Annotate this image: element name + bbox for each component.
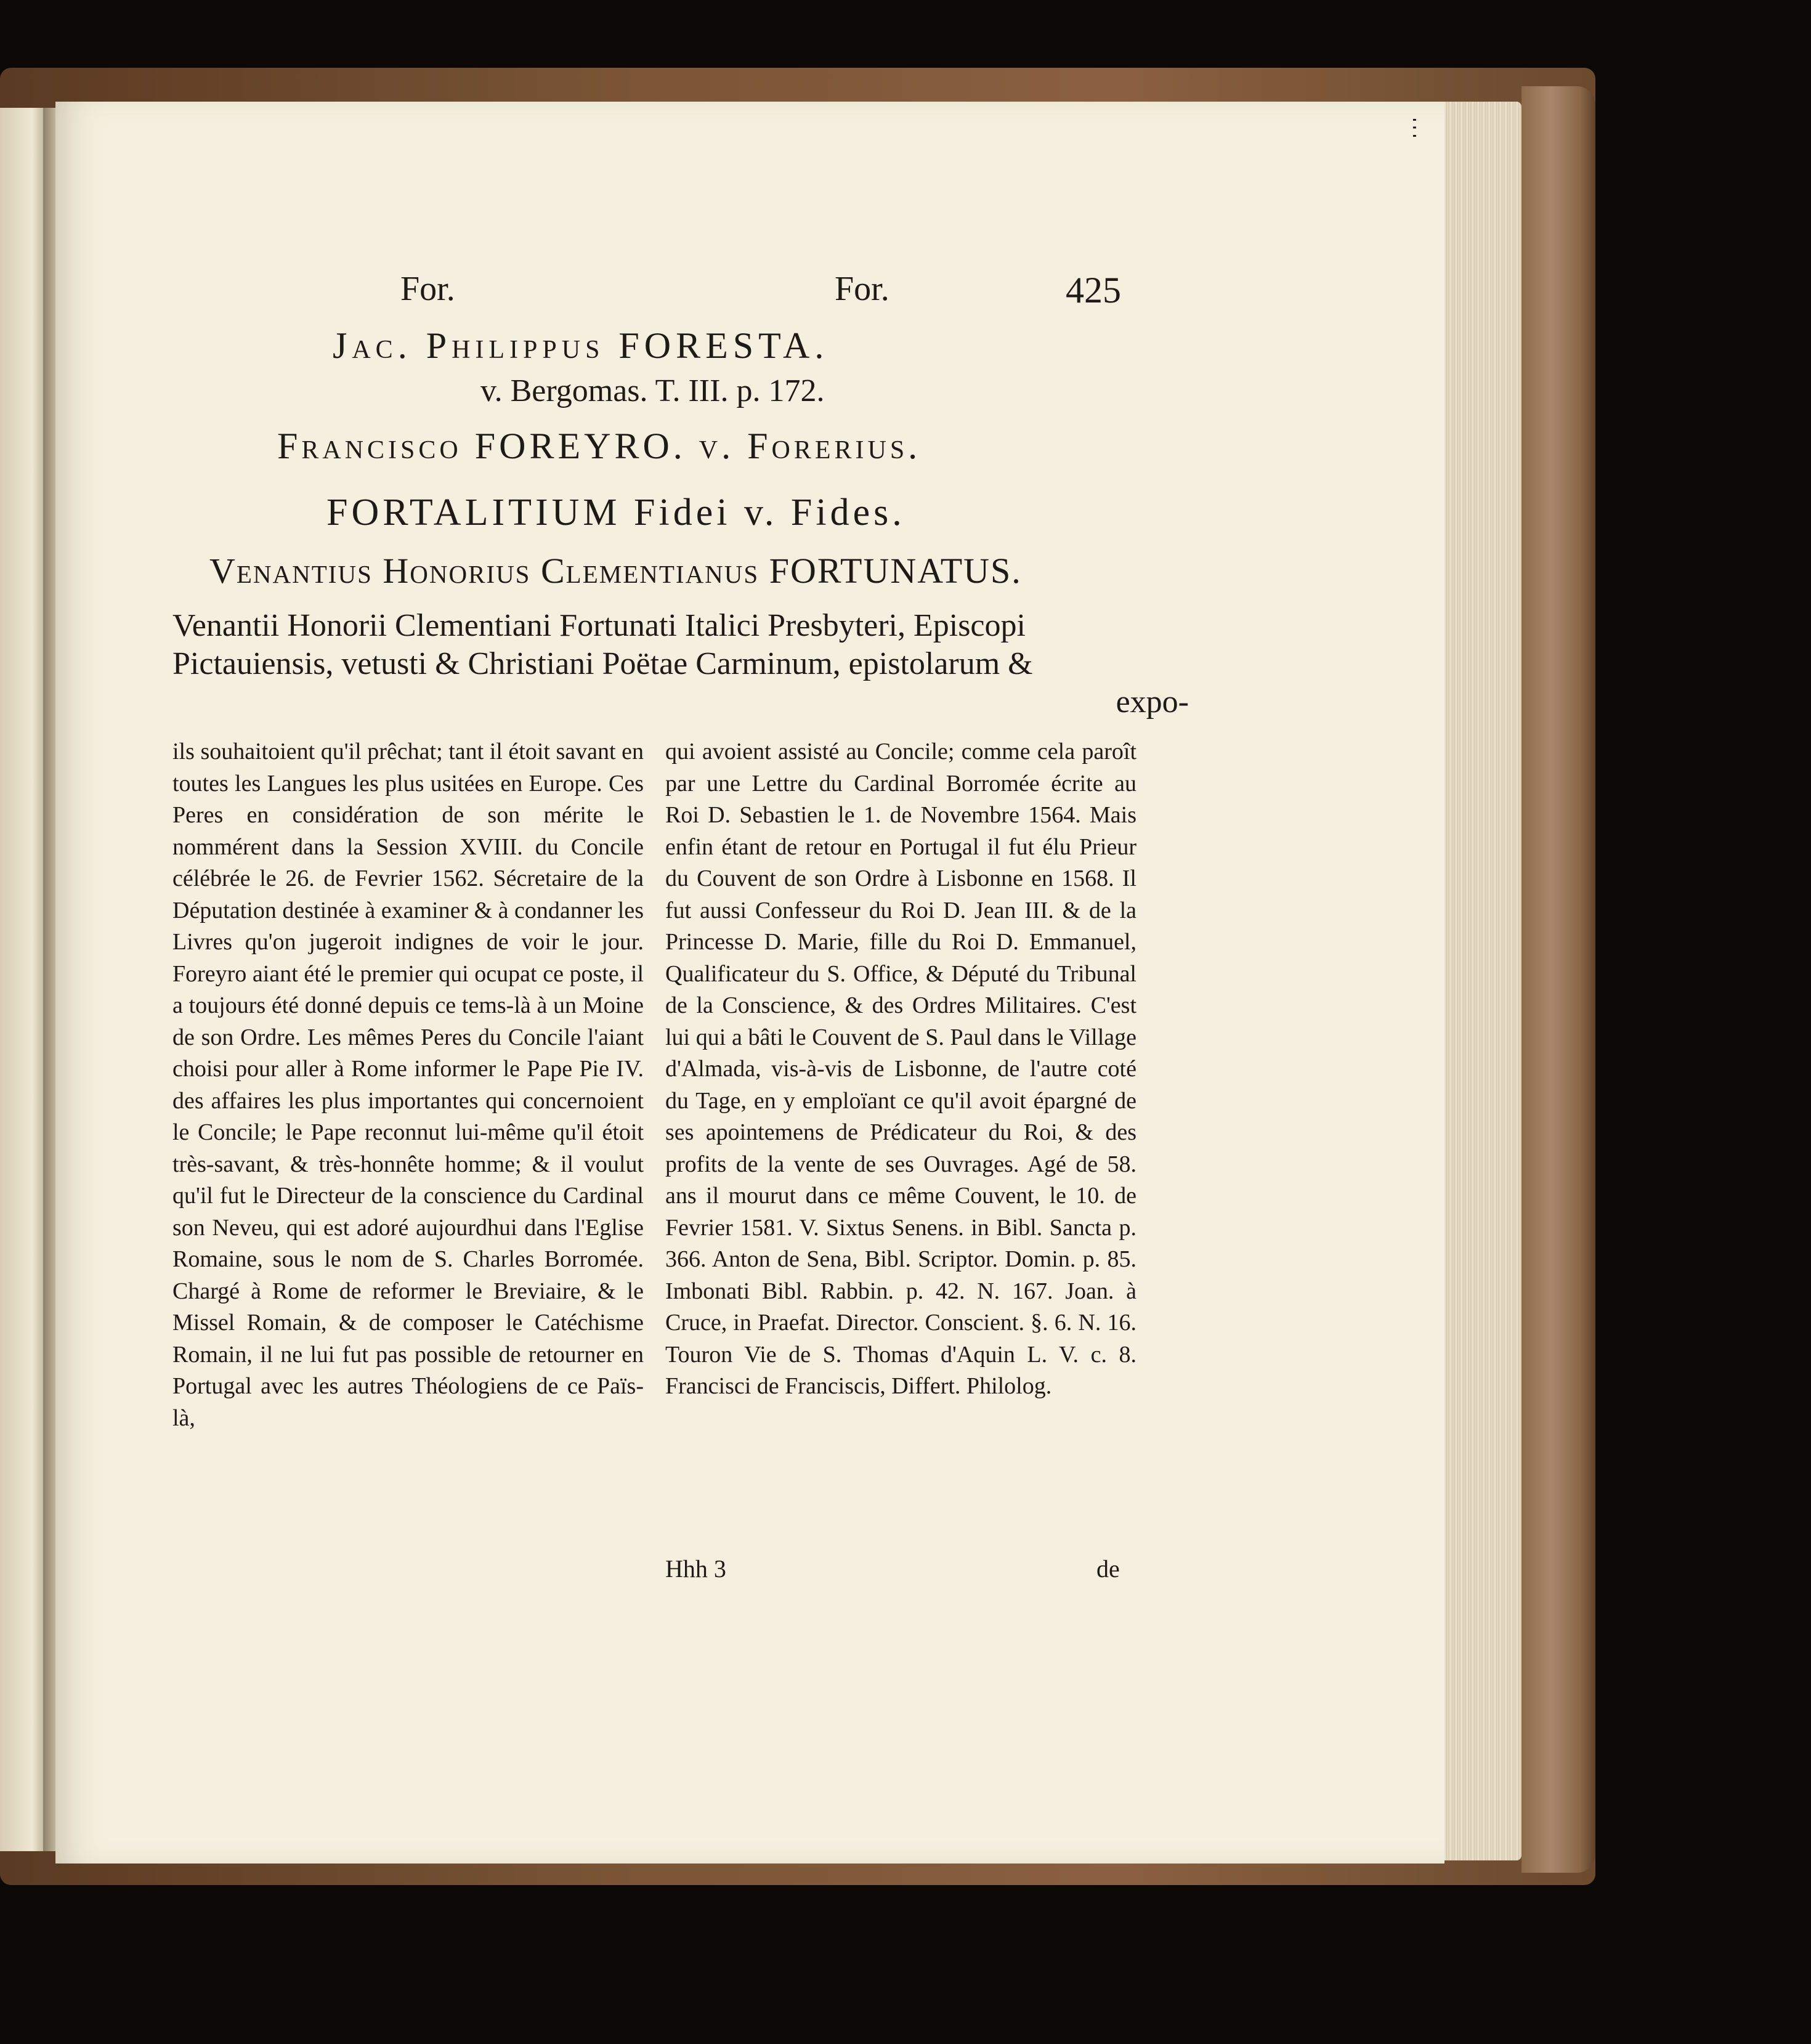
facing-page-edge	[0, 108, 46, 1851]
running-head-center: For.	[835, 270, 889, 308]
text-column-right	[665, 736, 1136, 1403]
column-right-text: qui avoient assisté au Concile; comme cela paroît par une Lettre du Cardinal Borromée écrite au Roi D. Sebastien le 1. de Novembre 1564. Mais enfin étant de retour en Portugal il fut élu Prieur du Couvent de son Ordre à Lisbonne en 1568. Il fut aussi Confesseur du Roi D. Jean III. & de la Princesse D. Marie, fille du Roi D. Emmanuel, Qualificateur du S. Office, & Député du Tribunal de la Conscience, & des Ordres Militaires. C'est lui qui a bâti le Couvent de S. Paul dans le Village d'Almada, vis-à-vis de Lisbonne, de l'autre coté du Tage, en y emploïant ce qu'il avoit épargné de ses apointemens de Prédicateur du Roi, & des profits de la vente de ses Ouvrages. Agé de 58. ans il mourut dans ce même Couvent, le 10. de Fevrier 1581. V. Sixtus Senens. in Bibl. Sancta p. 366. Anton de Sena, Bibl. Scriptor. Domin. p. 85. Imbonati Bibl. Rabbin. p. 42. N. 167. Joan. à Cruce, in Praefat. Director. Conscient. §. 6. N. 16. Touron Vie de S. Thomas d'Aquin L. V. c. 8. Francisci de Franciscis, Differt. Philolog.	[665, 739, 1136, 1399]
intro-line-1: Venantii Honorii Clementiani Fortunati Italici Presbyteri, Episcopi	[172, 608, 1026, 643]
fortunatus-intro	[172, 607, 1189, 721]
entry-fortunatus-heading: Venantius Honorius Clementianus FORTUNATUS.	[209, 551, 1022, 591]
entry-foresta: Jac. Philippus FORESTA.	[333, 325, 829, 366]
running-head	[55, 269, 1444, 318]
signature-mark: Hhh 3	[665, 1555, 726, 1583]
entry-fortalitium: FORTALITIUM Fidei v. Fides.	[326, 492, 906, 533]
catchword: de	[1096, 1555, 1120, 1583]
corner-mark: ⵗ	[1411, 115, 1419, 142]
intro-line-3: expo-	[1116, 684, 1189, 720]
book-page	[55, 102, 1444, 1864]
page-number: 425	[1066, 270, 1121, 310]
running-head-left: For.	[400, 270, 455, 308]
page-edges	[1441, 102, 1521, 1860]
column-left-text: ils souhaitoient qu'il prêchat; tant il étoit savant en toutes les Langues les plus usitées en Europe. Ces Peres en considération de son mérite le nommérent dans la Session XVIII. du Concile célébrée le 26. de Fevrier 1562. Sécretaire de la Députation destinée à examiner & à condanner les Livres qu'on jugeroit indignes de voir le jour. Foreyro aiant été le premier qui ocupat ce poste, il a toujours été donné depuis ce tems-là à un Moine de son Ordre. Les mêmes Peres du Concile l'aiant choisi pour aller à Rome informer le Pape Pie IV. des affaires les plus importantes qui concernoient le Concile; le Pape reconnut lui-même qu'il étoit très-savant, & très-honnête homme; & il voulut qu'il fut le Directeur de la conscience du Cardinal son Neveu, qui est adoré aujourdhui dans l'Eglise Romaine, sous le nom de S. Charles Borromée. Chargé à Rome de reformer le Breviaire, & le Missel Romain, & de composer le Catéchisme Romain, il ne lui fut pas possible de retourner en Portugal avec les autres Théologiens de ce Païs-là,	[172, 739, 644, 1431]
book-back-cover	[1521, 86, 1595, 1873]
intro-line-2: Pictauiensis, vetusti & Christiani Poëtae Carminum, epistolarum &	[172, 646, 1033, 681]
entry-foreyro: Francisco FOREYRO. v. Forerius.	[277, 426, 922, 466]
text-column-left	[172, 736, 644, 1434]
entry-foresta-reference: v. Bergomas. T. III. p. 172.	[480, 373, 825, 408]
